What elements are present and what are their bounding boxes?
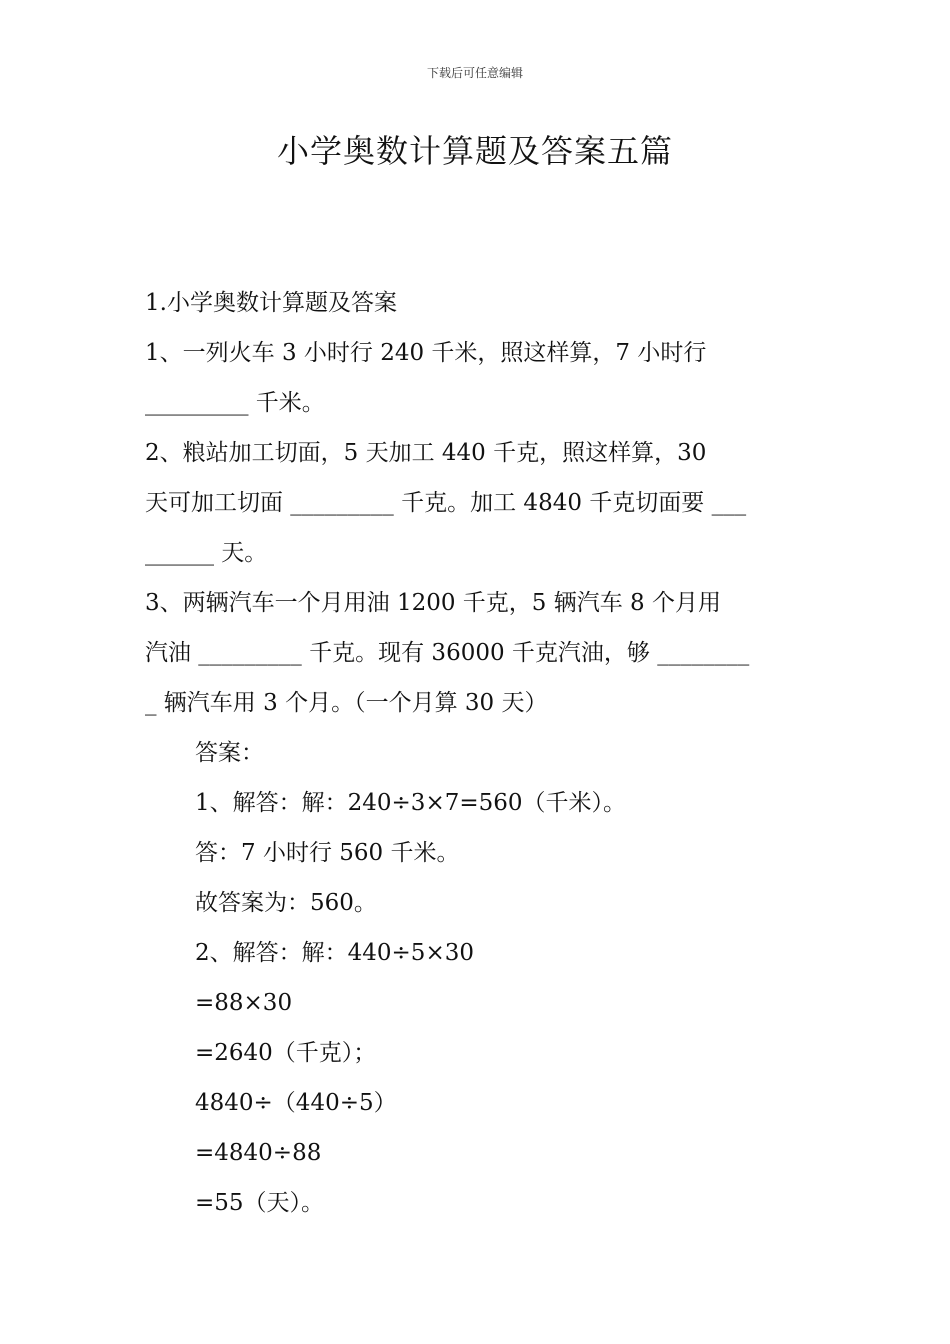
answer-line: 1、解答：解：240÷3×7=560（千米）。 bbox=[195, 790, 627, 816]
header-note: 下载后可任意编辑 bbox=[426, 66, 523, 80]
document-title: 小学奥数计算题及答案五篇 bbox=[276, 132, 673, 170]
answer-block bbox=[145, 728, 807, 1228]
question-3 bbox=[145, 578, 807, 728]
answer-line: =55（天）。 bbox=[195, 1190, 325, 1216]
answer-line: 答：7 小时行 560 千米。 bbox=[195, 840, 460, 866]
question-line: 3、两辆汽车一个月用油 1200 千克，5 辆汽车 8 个月用 bbox=[145, 590, 721, 616]
question-line: _________ 千米。 bbox=[145, 390, 325, 416]
answer-line: =2640（千克）； bbox=[195, 1040, 377, 1066]
question-2 bbox=[145, 428, 807, 578]
question-line: 天可加工切面 _________ 千克。加工 4840 千克切面要 ___ bbox=[145, 490, 747, 516]
answer-line: 4840÷（440÷5） bbox=[195, 1090, 397, 1116]
question-line: 2、粮站加工切面，5 天加工 440 千克，照这样算，30 bbox=[145, 440, 707, 466]
question-line: _ 辆汽车用 3 个月。（一个月算 30 天） bbox=[145, 690, 548, 716]
answer-heading: 答案： bbox=[195, 740, 264, 766]
answer-line: =4840÷88 bbox=[195, 1140, 322, 1166]
answer-line: =88×30 bbox=[195, 990, 293, 1016]
question-line: 汽油 _________ 千克。现有 36000 千克汽油，够 ________ bbox=[145, 640, 750, 666]
question-1 bbox=[145, 328, 807, 428]
answer-line: 2、解答：解：440÷5×30 bbox=[195, 940, 474, 966]
answer-line: 故答案为：560。 bbox=[195, 890, 377, 916]
question-line: 1、一列火车 3 小时行 240 千米，照这样算，7 小时行 bbox=[145, 340, 707, 366]
section-heading: 1.小学奥数计算题及答案 bbox=[145, 290, 397, 316]
question-line: ______ 天。 bbox=[145, 540, 268, 566]
document-body bbox=[145, 278, 807, 1228]
